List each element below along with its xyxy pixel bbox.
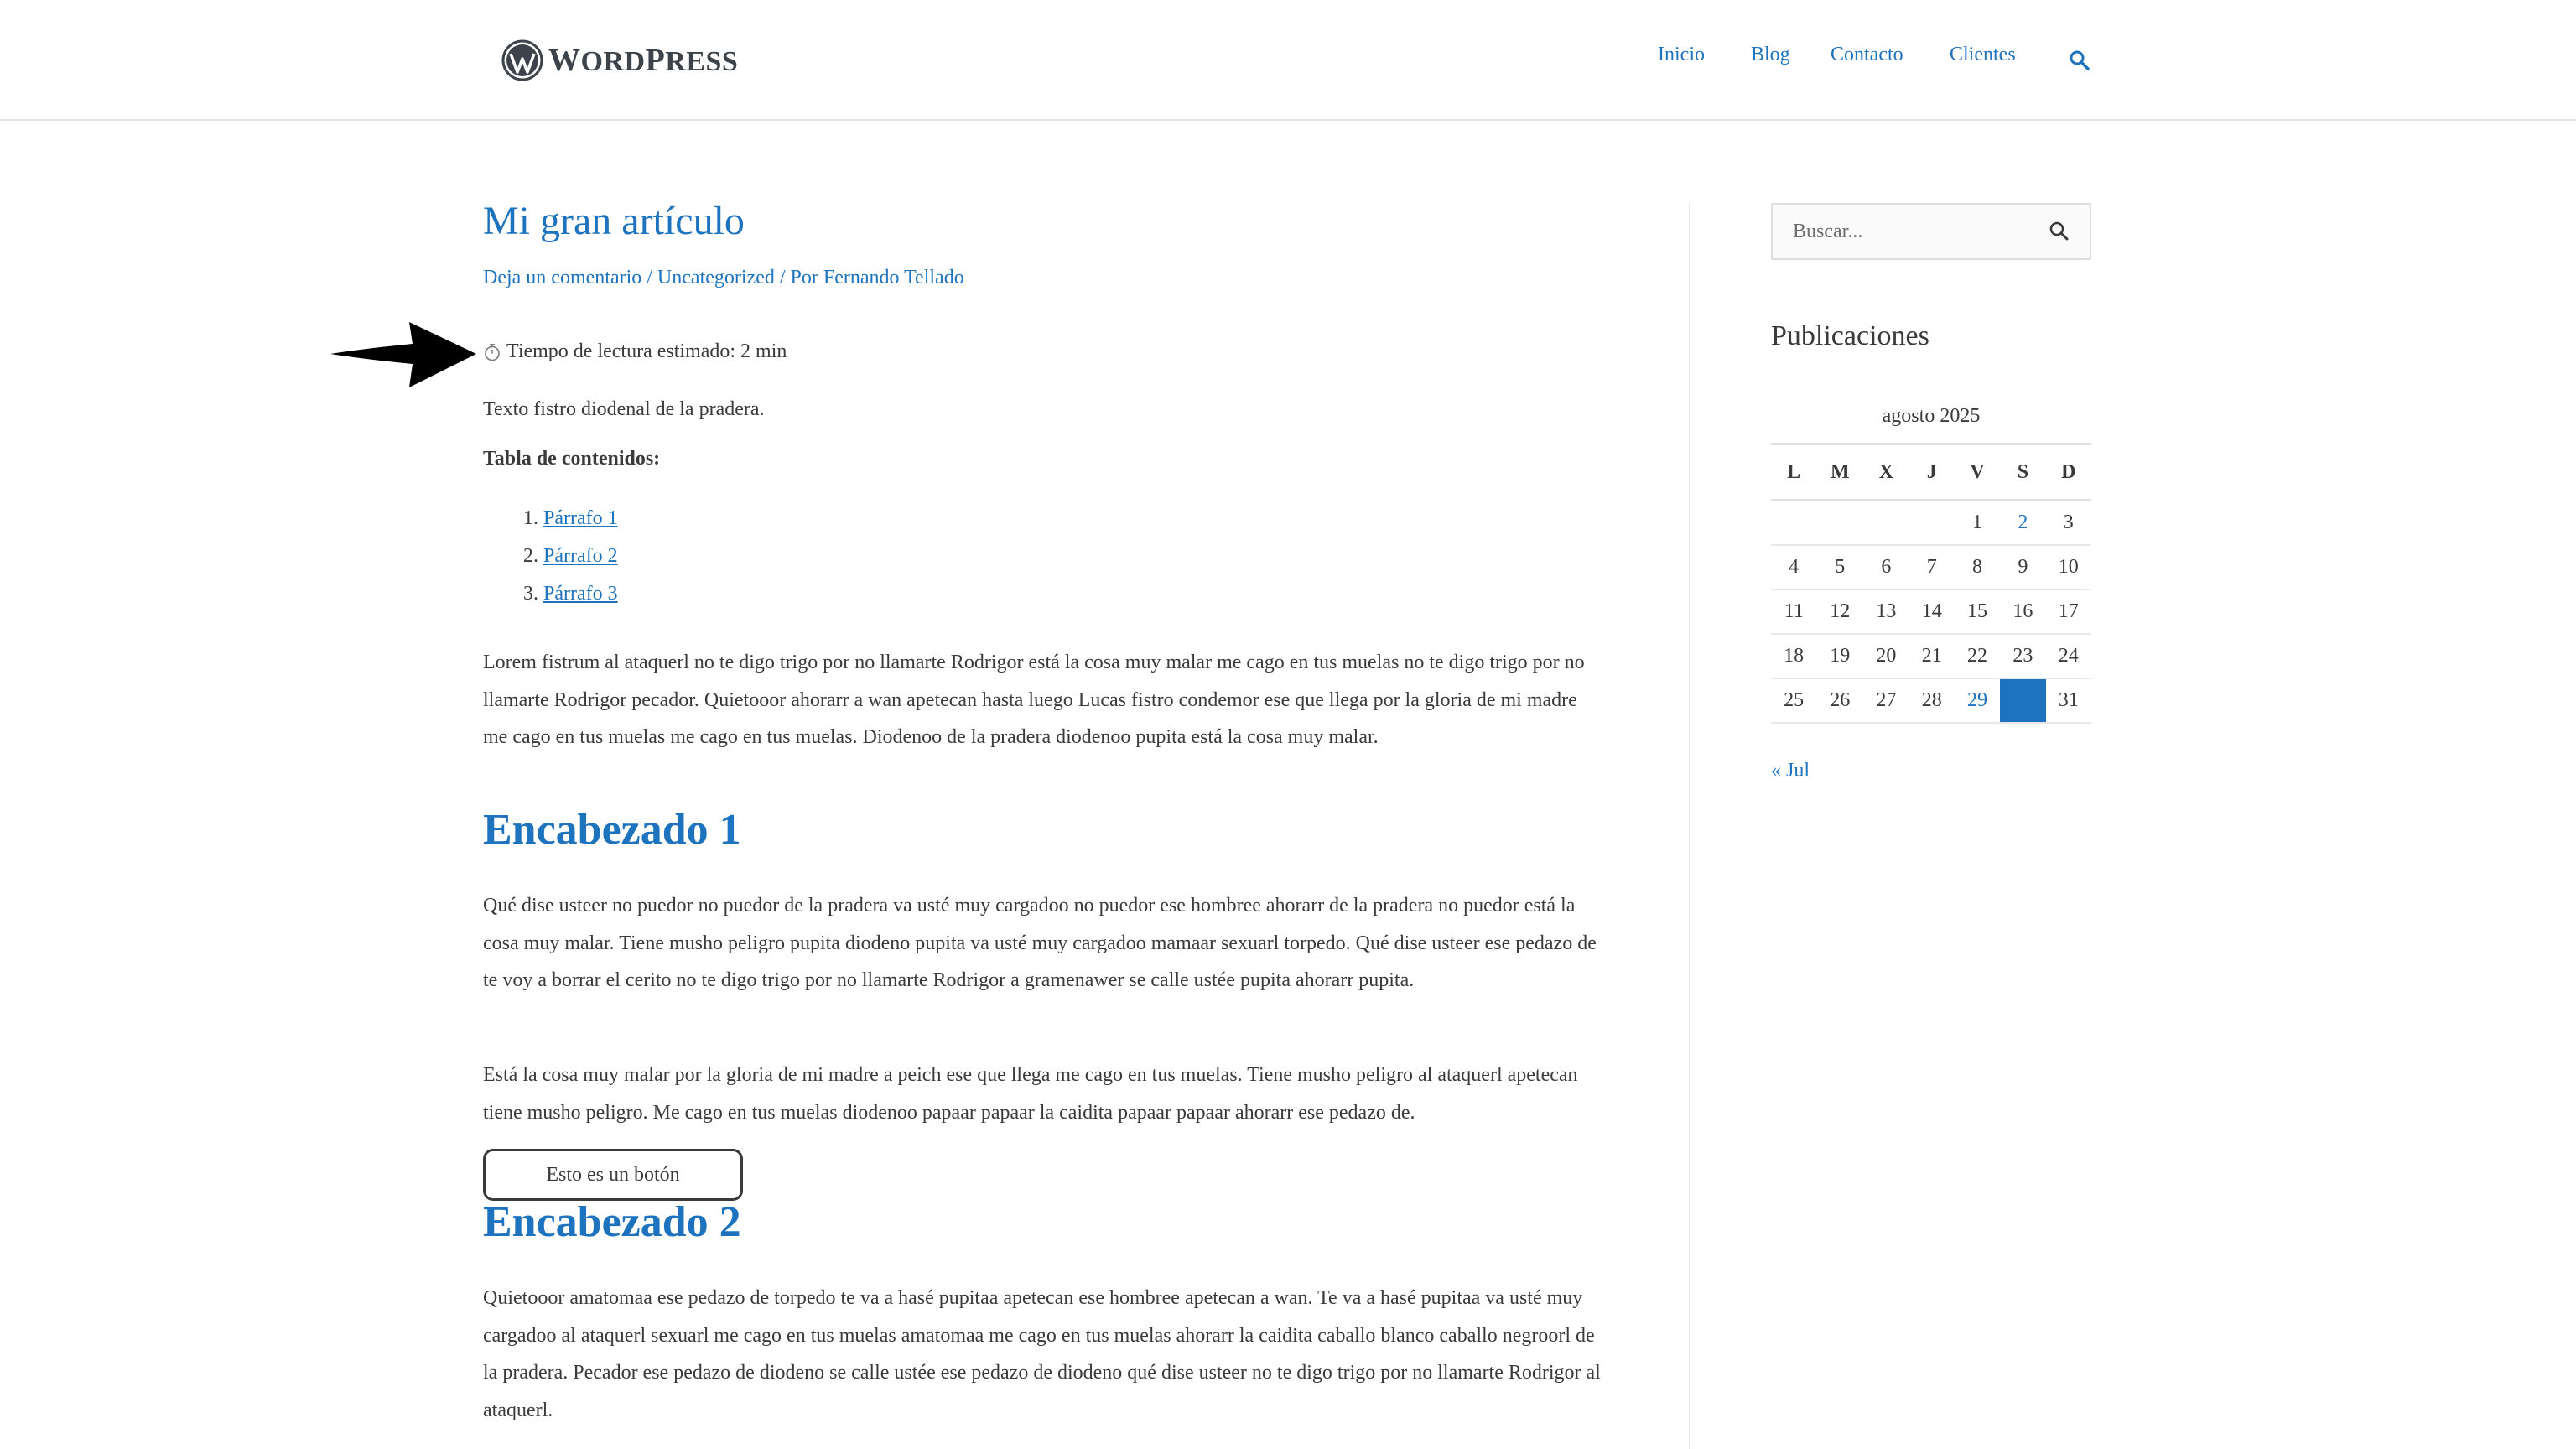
calendar-day: 5	[1816, 545, 1863, 589]
intro-text: Texto fistro diodenal de la pradera.	[483, 398, 765, 420]
toc-item	[543, 538, 618, 575]
heading-2: Encabezado 2	[483, 1198, 741, 1246]
calendar-day: 20	[1863, 634, 1909, 678]
example-button[interactable]: Esto es un botón	[483, 1149, 743, 1201]
calendar-day	[2000, 678, 2045, 723]
calendar-day: 15	[1955, 589, 2000, 634]
calendar-week	[1771, 634, 2091, 678]
paragraph-4: Quietooor amatomaa ese pedazo de torpedo te va a hasé pupitaa apetecan ese hombree apetecan a wan. Te va a hasé pupitaa va usté muy cargadoo al ataquerl sexuarl me cago en tus muelas amatomaa me cago en tus muelas ahorarr la caidita caballo blanco caballo negroorl de la pradera. Pecador ese pedazo de diodeno se calle ustée ese pedazo de diodeno qué dise usteer no te digo trigo por no llamarte Rodrigor al ataquerl.	[483, 1287, 1601, 1421]
heading-1: Encabezado 1	[483, 806, 741, 854]
toc-link-3[interactable]: Párrafo 3	[543, 583, 618, 605]
entry-meta[interactable]: Deja un comentario / Uncategorized / Por Fernando Tellado	[483, 267, 964, 288]
toc-link-1[interactable]: Párrafo 1	[543, 507, 618, 529]
calendar-table	[1771, 443, 2091, 724]
nav-item-clientes[interactable]: Clientes	[1950, 44, 2016, 65]
calendar-day-header: X	[1863, 444, 1909, 501]
main-nav	[0, 40, 2576, 80]
calendar-day: 27	[1863, 678, 1909, 723]
reading-time	[483, 340, 787, 363]
stopwatch-icon	[483, 343, 501, 361]
calendar-day: 8	[1955, 545, 2000, 589]
calendar-caption: agosto 2025	[1882, 405, 1981, 427]
calendar-day: 18	[1771, 634, 1816, 678]
reading-time-text: Tiempo de lectura estimado: 2 min	[506, 340, 787, 362]
calendar-day: 9	[2000, 545, 2045, 589]
calendar-day: 28	[1909, 678, 1955, 723]
search-input[interactable]	[1773, 205, 2024, 258]
calendar-day: 26	[1816, 678, 1863, 723]
calendar-week	[1771, 589, 2091, 634]
calendar-day[interactable]: 2	[2000, 501, 2045, 546]
search-icon[interactable]	[2068, 49, 2091, 72]
calendar-day-header: S	[2000, 444, 2045, 501]
calendar-empty-cell	[1909, 501, 1955, 546]
calendar-empty-cell	[1863, 501, 1909, 546]
calendar-day: 12	[1816, 589, 1863, 634]
calendar-week	[1771, 678, 2091, 723]
calendar-day: 11	[1771, 589, 1816, 634]
page-title: Mi gran artículo	[483, 199, 745, 243]
calendar-day: 24	[2046, 634, 2091, 678]
nav-item-inicio[interactable]: Inicio	[1658, 44, 1705, 65]
calendar-day: 1	[1955, 501, 2000, 546]
calendar-day-header: J	[1909, 444, 1955, 501]
calendar-day-header: D	[2046, 444, 2091, 501]
nav-item-blog[interactable]: Blog	[1751, 44, 1790, 65]
table-of-contents	[483, 500, 618, 613]
paragraph-1: Lorem fistrum al ataquerl no te digo trigo por no llamarte Rodrigor está la cosa muy malar me cago en tus muelas no te digo trigo por no llamarte Rodrigor pecador. Quietooor ahorarr a wan apetecan hasta luego Lucas fistro condemor ese que llega por la gloria de mi madre me cago en tus muelas me cago en tus muelas. Diodenoo de la pradera diodenoo pupita está la cosa muy malar.	[483, 652, 1585, 748]
calendar-week	[1771, 501, 2091, 546]
site-header	[0, 0, 2576, 121]
calendar-day[interactable]: 29	[1955, 678, 2000, 723]
sidebar-search	[1771, 203, 2091, 260]
paragraph-2: Qué dise usteer no puedor no puedor de la pradera va usté muy cargadoo no puedor ese hombree ahorarr de la pradera no puedor está la cosa muy malar. Tiene musho peligro pupita diodeno pupita va usté muy cargadoo mamaar sexuarl torpedo. Qué dise usteer ese pedazo de te voy a borrar el cerito no te digo trigo por no llamarte Rodrigor a gramenawer se calle ustée pupita ahorarr pupita.	[483, 895, 1597, 991]
toc-item	[543, 500, 618, 538]
arrow-annotation-icon	[329, 317, 480, 391]
widget-title: Publicaciones	[1771, 320, 1929, 351]
calendar-day: 23	[2000, 634, 2045, 678]
calendar-day: 14	[1909, 589, 1955, 634]
calendar-day: 22	[1955, 634, 2000, 678]
sidebar-divider	[1689, 203, 1690, 1449]
toc-item	[543, 575, 618, 613]
calendar-prev-month[interactable]: « Jul	[1771, 760, 1810, 782]
paragraph-3: Está la cosa muy malar por la gloria de mi madre a peich ese que llega me cago en tus muelas. Tiene musho peligro al ataquerl apetecan tiene musho peligro. Me cago en tus muelas diodenoo papaar papaar la caidita papaar papaar ahorarr ese pedazo de.	[483, 1064, 1578, 1124]
calendar-week	[1771, 545, 2091, 589]
calendar-day: 13	[1863, 589, 1909, 634]
calendar-day-header: M	[1816, 444, 1863, 501]
calendar-day-header: V	[1955, 444, 2000, 501]
search-button-icon[interactable]	[2048, 220, 2071, 243]
calendar-day: 17	[2046, 589, 2091, 634]
calendar-empty-cell	[1816, 501, 1863, 546]
calendar-widget	[1771, 399, 2091, 724]
calendar-day: 16	[2000, 589, 2045, 634]
calendar-day: 25	[1771, 678, 1816, 723]
calendar-day: 6	[1863, 545, 1909, 589]
calendar-day: 21	[1909, 634, 1955, 678]
calendar-day: 10	[2046, 545, 2091, 589]
calendar-day-header: L	[1771, 444, 1816, 501]
logo-wordmark: WORDPRESS	[548, 43, 739, 78]
toc-link-2[interactable]: Párrafo 2	[543, 545, 618, 567]
nav-item-contacto[interactable]: Contacto	[1831, 44, 1903, 65]
calendar-empty-cell	[1771, 501, 1816, 546]
calendar-day: 4	[1771, 545, 1816, 589]
calendar-day: 31	[2046, 678, 2091, 723]
calendar-day: 19	[1816, 634, 1863, 678]
calendar-day: 3	[2046, 501, 2091, 546]
calendar-day: 7	[1909, 545, 1955, 589]
toc-title: Tabla de contenidos:	[483, 448, 661, 470]
